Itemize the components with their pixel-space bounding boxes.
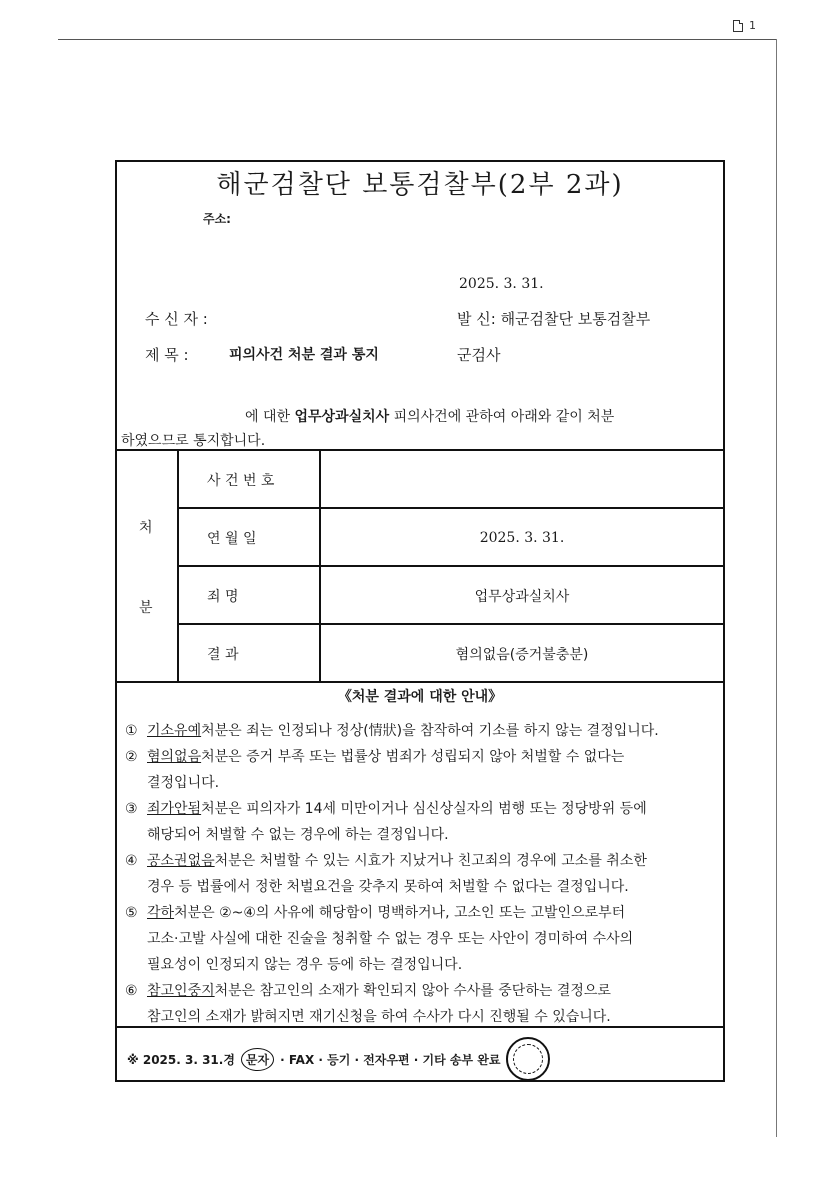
sender-sub: 군검사	[457, 346, 501, 364]
page-number: 1	[749, 19, 756, 32]
delivery-note: ※ 2025. 3. 31.경 문자 · FAX · 등기 · 전자우편 · 기타 송부 완료	[127, 1037, 550, 1081]
table-bottom-border	[117, 681, 723, 683]
issue-date: 2025. 3. 31.	[459, 276, 544, 292]
page-edge-rule	[776, 39, 777, 1137]
row-value-result: 혐의없음(증거불충분)	[455, 646, 589, 663]
row-label-result: 결 과	[207, 646, 239, 663]
subject-label: 제 목 :	[145, 346, 189, 364]
header-rule	[58, 39, 776, 40]
disposition-side-label-1: 처	[139, 520, 153, 536]
recipient-label: 수 신 자 :	[145, 310, 208, 328]
guide-item: ⑤ 각하처분은 ②~④의 사유에 해당함이 명백하거나, 고소인 또는 고발인으로부터 고소·고발 사실에 대한 진술을 청취할 수 없는 경우 또는 사안이 경미하여 수사의 필요성이 인정되지 않는 경우 등에 하는 결정입니다.	[125, 905, 634, 973]
row-value-date: 2025. 3. 31.	[479, 529, 565, 546]
guide-item: ② 혐의없음처분은 증거 부족 또는 법률상 범죄가 성립되지 않아 처벌할 수 없다는 결정입니다.	[125, 749, 625, 791]
notice-line-1: 에 대한 업무상과실치사 피의사건에 관하여 아래와 같이 처분	[245, 409, 615, 425]
page-indicator	[733, 19, 756, 32]
table-top-border	[117, 449, 723, 451]
row-label-date: 연 월 일	[207, 530, 257, 547]
table-row-divider	[177, 507, 723, 509]
row-label-case-number: 사 건 번 호	[207, 472, 275, 489]
row-value-charge: 업무상과실치사	[474, 588, 570, 605]
notice-line-2: 하였으므로 통지합니다.	[121, 433, 266, 449]
guide-item: ③ 죄가안됨처분은 피의자가 14세 미만이거나 심신상실자의 범행 또는 정당방위 등에 해당되어 처벌할 수 없는 경우에 하는 결정입니다.	[125, 801, 647, 843]
row-label-charge: 죄 명	[207, 588, 239, 605]
disposition-side-label-2: 분	[139, 600, 153, 616]
notice-document	[115, 160, 725, 1082]
page-icon	[733, 20, 743, 32]
subject-value: 피의사건 처분 결과 통지	[229, 347, 379, 363]
guide-item: ④ 공소권없음처분은 처벌할 수 있는 시효가 지났거나 친고죄의 경우에 고소를 취소한 경우 등 법률에서 정한 처벌요건을 갖추지 못하여 처벌할 수 없다는 결정입니다.	[125, 853, 647, 895]
table-row-divider	[177, 565, 723, 567]
guide-item: ⑥ 참고인중지처분은 참고인의 소재가 확인되지 않아 수사를 중단하는 결정으로 참고인의 소재가 밝혀지면 재기신청을 하여 수사가 다시 진행될 수 있습니다.	[125, 983, 611, 1025]
circled-method: 문자	[241, 1048, 274, 1071]
sender: 발 신: 해군검찰단 보통검찰부	[457, 310, 651, 328]
seal-stamp-icon	[506, 1037, 550, 1081]
table-row-divider	[177, 623, 723, 625]
footer-divider	[117, 1026, 723, 1028]
address-label: 주소:	[203, 212, 231, 226]
row-value-case-number	[321, 452, 723, 507]
notice-case-name: 업무상과실치사	[294, 409, 390, 425]
guide-title: 《처분 결과에 대한 안내》	[337, 689, 503, 705]
guide-item: ① 기소유예처분은 죄는 인정되나 정상(情狀)을 참작하여 기소를 하지 않는 결정입니다.	[125, 723, 659, 739]
document-title: 해군검찰단 보통검찰부(2부 2과)	[216, 170, 624, 200]
